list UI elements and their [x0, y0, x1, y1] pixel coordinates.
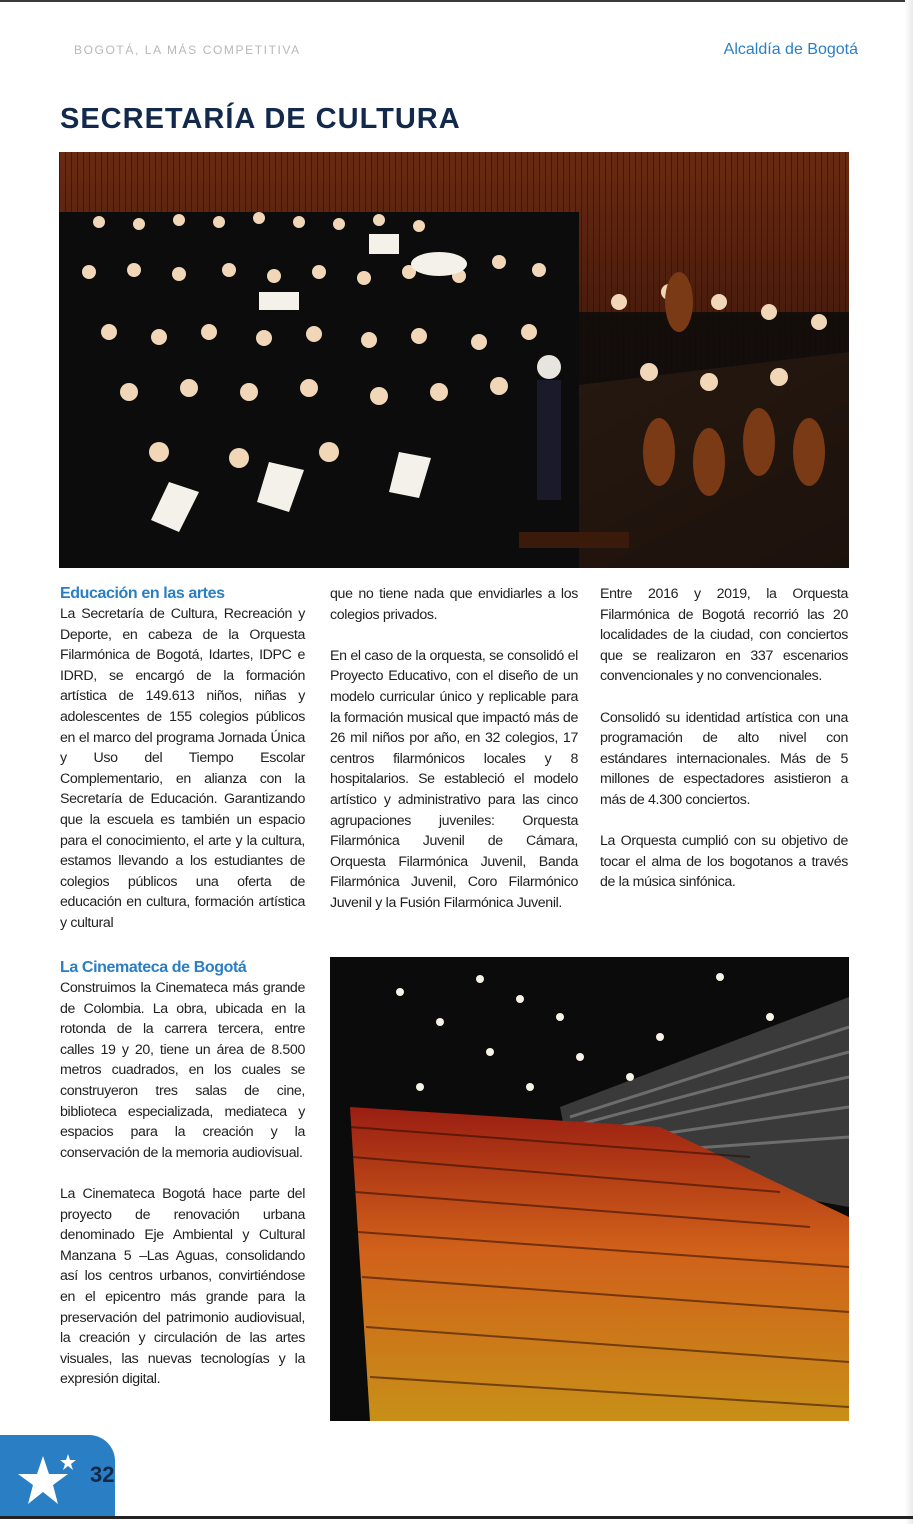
- paragraph: La Orquesta cumplió con su objetivo de tocar el alma de los bogotanos a través de la música sinfónica.: [600, 833, 848, 891]
- section-heading-education: Educación en las artes: [60, 585, 225, 602]
- page-number: 32: [90, 1462, 115, 1487]
- page-title: SECRETARÍA DE CULTURA: [60, 103, 461, 135]
- column-cinemateca: [60, 958, 305, 1410]
- orchestra-photo: [59, 152, 849, 568]
- running-head: BOGOTÁ, LA MÁS COMPETITIVA: [74, 43, 301, 57]
- paragraph: que no tiene nada que envidiarles a los colegios privados.: [330, 586, 578, 623]
- cinema-photo: [330, 957, 849, 1421]
- column-2: [330, 584, 578, 934]
- paragraph: Consolidó su identidad artística con una programación de alto nivel con estándares internacionales. Más de 5 millones de espectadores asistieron a más de 4.300 conciertos.: [600, 709, 848, 808]
- top-rule: [0, 0, 913, 2]
- paragraph: En el caso de la orquesta, se consolidó el Proyecto Educativo, con el diseño de un modelo curricular único y replicable para la formación musical que impactó más de 26 mil niños por año, en 32 colegios, 17 centros filarmónicos locales y 8 hospitalarios. Se estableció el modelo artístico y administrativo para las cinco agrupaciones juveniles: Orquesta Filarmónica Juvenil de Cámara, Orquesta Filarmónica Juvenil, Banda Filarmónica Juvenil, Coro Filarmónico Juvenil y la Fusión Filarmónica Juvenil.: [330, 647, 578, 911]
- paragraph: La Secretaría de Cultura, Recreación y Deporte, en cabeza de la Orquesta Filarmónica de Bogotá, Idartes, IDPC e IDRD, se encargó de la formación artística de 149.613 niños, niñas y adolescentes de 155 colegios públicos en el marco del programa Jornada Única y Uso del Tiempo Escolar Complementario, en alianza con la Secretaría de Educación. Garantizando que la escuela es también un espacio para el conocimiento, el arte y la cultura, estamos llevando a los estudiantes de colegios públicos una oferta de educación en cultura, formación artística y cultural: [60, 606, 305, 931]
- paragraph: Construimos la Cinemateca más grande de Colombia. La obra, ubicada en la rotonda de la carrera tercera, entre calles 19 y 20, tiene un área de 8.500 metros cuadrados, en los cuales se construyeron tres salas de cine, biblioteca especializada, mediateca y espacios para la creación y la conservación de la memoria audiovisual.: [60, 980, 305, 1161]
- paragraph: La Cinemateca Bogotá hace parte del proyecto de renovación urbana denominado Eje Ambiental y Cultural Manzana 5 –Las Aguas, consolidando así los centros urbanos, convirtiéndose en el epicentro más grande para la preservación del patrimonio audiovisual, la creación y circulación de las artes visuales, las nuevas tecnologías y la expresión digital.: [60, 1185, 305, 1388]
- column-1: [60, 584, 305, 954]
- bottom-rule: [0, 1516, 913, 1519]
- star-icon: [8, 1450, 78, 1510]
- brand-label: Alcaldía de Bogotá: [723, 41, 858, 58]
- paragraph: Entre 2016 y 2019, la Orquesta Filarmónica de Bogotá recorrió las 20 localidades de la ciudad, con conciertos que se realizaron en 337 escenarios convencionales y no convencionales.: [600, 586, 848, 685]
- section-heading-cinemateca: La Cinemateca de Bogotá: [60, 959, 247, 976]
- page-edge: [905, 0, 913, 1524]
- column-3: [600, 584, 848, 914]
